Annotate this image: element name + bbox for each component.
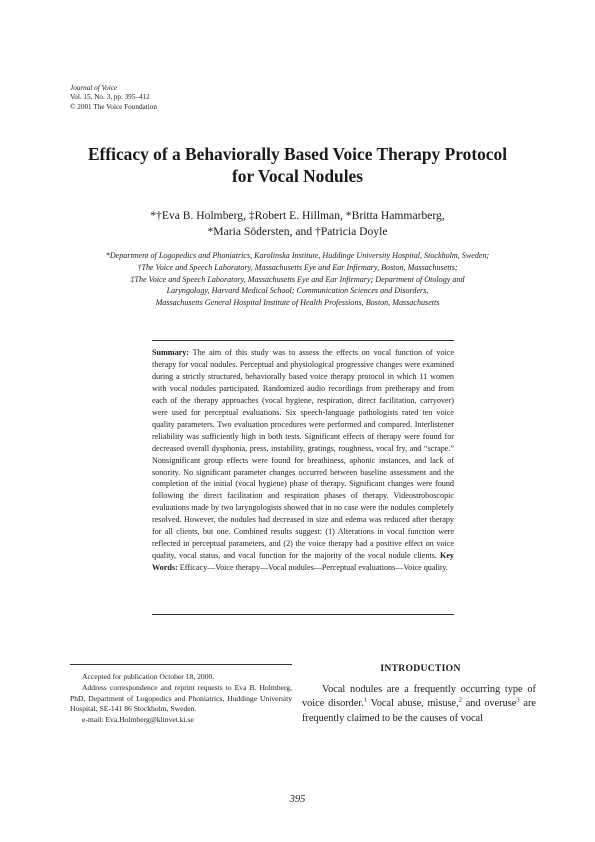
authors-line-2: *Maria Södersten, and †Patricia Doyle (207, 224, 388, 238)
journal-header (70, 84, 157, 112)
authors-line-1: *†Eva B. Holmberg, ‡Robert E. Hillman, *Britta Hammarberg, (150, 209, 445, 222)
footnote-address: Address correspondence and reprint requests to Eva B. Holmberg, PhD, Department of Logopedics and Phoniatrics, Huddinge University Hospital, SE-141 86 Stockholm, Sweden. (70, 682, 292, 714)
affiliation-line: ‡The Voice and Speech Laboratory, Massachusetts Eye and Ear Infirmary; Department of Otology and (130, 274, 465, 284)
citation-ref: 2 (458, 696, 462, 704)
page-number: 395 (289, 794, 306, 805)
footnote-rule (70, 664, 292, 665)
affiliation-line: †The Voice and Speech Laboratory, Massachusetts Eye and Ear Infirmary, Boston, Massachusetts; (137, 262, 458, 272)
summary-text: The aim of this study was to assess the effects on vocal function of voice therapy for vocal nodules. Perceptual and physiological progressive changes were examined during a strictly structured, behaviorally based voice therapy protocol in which 11 women with vocal nodules participated. Randomized audio recordings from pretherapy and from each of the therapy approaches (vocal hygiene, respiration, direct facilitation, carryover) were used for perceptual evaluations. Six speech-language pathologists rated ten voice quality parameters. Two evaluation procedures were performed and compared. Interlistener reliability was sufficiently high in both tests. Significant effects of therapy were found for decreased overall dysphonia, press, instability, gratings, roughness, vocal fry, and “scrape.” Nonsignificant group effects were found for breathiness, aphonic instances, and lack of sonority. No significant parameter changes occurred between baseline assessment and the completion of the initial (vocal hygiene) phase of therapy. Significant changes were found following the direct facilitation and respiration phases of therapy. Videostroboscopic evaluations made by two laryngologists showed that in no case were the nodules completely resolved. However, the nodules had decreased in size and edema was reduced after therapy for all clients, but one. Combined results suggest: (1) Alterations in vocal function were reflected in perceptual parameters, and (2) the voice therapy had a positive effect on voice quality, vocal status, and vocal function for the majority of the vocal nodule clients. (152, 348, 454, 561)
introduction-heading: INTRODUCTION (380, 663, 461, 674)
citation-ref: 3 (516, 696, 520, 704)
citation-ref: 1 (363, 696, 368, 704)
affiliation-line: *Department of Logopedics and Phoniatrics, Karolinska Institute, Huddinge University Hospital, Stockholm, Sweden; (105, 251, 490, 260)
keywords-label: Key Words: (152, 551, 454, 573)
footnote-accepted: Accepted for publication October 18, 2000. (82, 672, 215, 681)
summary-top-rule (152, 340, 454, 341)
summary-label: Summary: (152, 348, 190, 357)
summary-bottom-rule (152, 614, 454, 615)
journal-volume: Vol. 15, No. 3, pp. 395–412 (70, 93, 150, 102)
affiliation-line: Laryngology, Harvard Medical School; Communication Sciences and Disorders, (166, 286, 429, 296)
journal-name: Journal of Voice (70, 84, 118, 92)
author-list (60, 208, 535, 239)
article-title (60, 143, 535, 187)
summary-block (152, 347, 454, 574)
introduction-paragraph: Vocal nodules are a frequently occurring type of voice disorder.$^1$ Vocal abuse, misuse,$^2$ and overuse$^3$ are frequently claimed to be the causes of vocal (302, 684, 536, 724)
title-line-1: Efficacy of a Behaviorally Based Voice Therapy Protocol (87, 144, 508, 164)
title-line-2: for Vocal Nodules (231, 166, 364, 186)
keywords-text: Efficacy—Voice therapy—Vocal nodules—Perceptual evaluations—Voice quality. (179, 563, 448, 573)
affiliations (62, 250, 533, 309)
footnote (70, 672, 292, 726)
journal-copyright: © 2001 The Voice Foundation (70, 102, 157, 111)
affiliation-line: Massachusetts General Hospital Institute of Health Professions, Boston, Massachusetts (155, 298, 440, 308)
footnote-email: e-mail: Eva.Holmberg@klinvet.ki.se (82, 715, 194, 725)
